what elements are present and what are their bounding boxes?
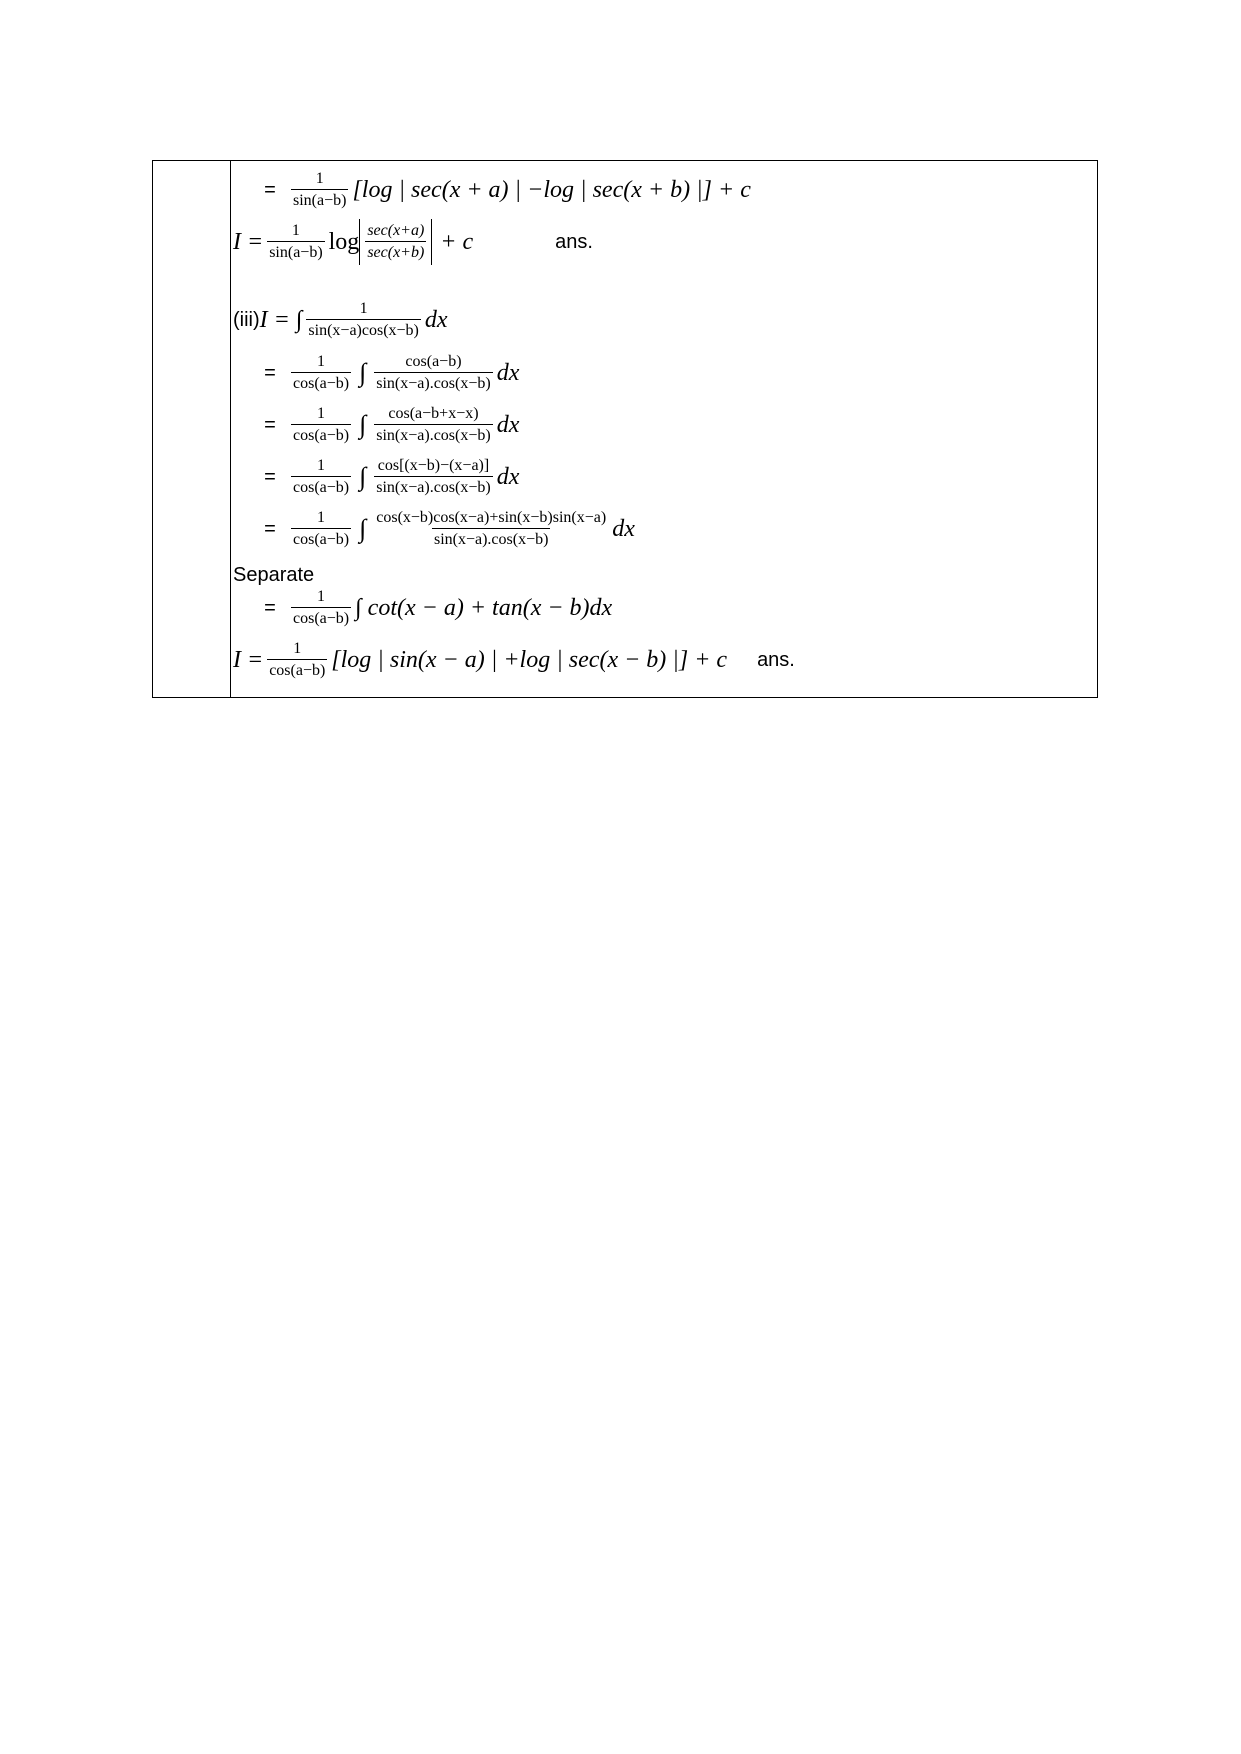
fraction-denominator: cos(a−b) (267, 659, 327, 679)
step-line-6 (233, 458, 519, 496)
fraction-denominator: cos(a−b) (291, 476, 351, 496)
constant: + c (440, 229, 474, 255)
equals-sign: = (264, 414, 276, 436)
fraction-denominator: cos(a−b) (291, 424, 351, 444)
step-note: Separate (233, 564, 315, 586)
integral-sign: ∫ (359, 462, 367, 491)
fraction (291, 510, 351, 548)
fraction-numerator: 1 (317, 509, 326, 526)
expression: ∫ cot(x − a) + tan(x − b)dx (355, 595, 613, 621)
step-line-3 (233, 301, 448, 339)
integral-sign: ∫ (359, 514, 367, 543)
fraction (374, 510, 608, 548)
fraction-denominator: sin(x−a).cos(x−b) (374, 424, 492, 444)
step-line-4 (233, 354, 519, 392)
fraction (291, 171, 348, 209)
integral-sign: ∫ (359, 410, 367, 439)
fraction-denominator: sin(x−a).cos(x−b) (432, 528, 550, 548)
fraction-numerator: 1 (293, 640, 302, 657)
fraction-denominator: cos(a−b) (291, 528, 351, 548)
fraction-numerator: 1 (291, 222, 300, 239)
differential: dx (424, 307, 448, 333)
fraction (267, 641, 327, 679)
equals-sign: = (264, 362, 276, 384)
fraction-numerator: cos(x−b)cos(x−a)+sin(x−b)sin(x−a) (376, 509, 607, 526)
fraction-numerator: 1 (317, 353, 326, 370)
answer-marker: ans. (555, 231, 593, 253)
expression: [log | sec(x + a) | −log | sec(x + b) |] + c (352, 177, 751, 203)
fraction (291, 458, 351, 496)
fraction (291, 406, 351, 444)
answer-marker: ans. (757, 649, 795, 671)
lhs: I = (233, 229, 264, 255)
expression: [log | sin(x − a) | +log | sec(x − b) |] + c (331, 647, 728, 673)
lhs: I = ∫ (259, 307, 303, 333)
fraction (291, 354, 351, 392)
fraction-denominator: sin(a−b) (291, 189, 348, 209)
fraction-numerator: 1 (317, 457, 326, 474)
fraction-denominator: cos(a−b) (291, 372, 351, 392)
fraction-numerator: sec(x+a) (367, 222, 425, 239)
fraction-numerator: 1 (317, 588, 326, 605)
step-line-10 (233, 641, 795, 679)
step-line-7 (233, 510, 635, 548)
fraction-numerator: 1 (317, 405, 326, 422)
step-line-1 (233, 171, 751, 209)
fraction-numerator: cos(a−b) (405, 353, 462, 370)
fraction-denominator: sin(x−a)cos(x−b) (306, 319, 420, 339)
part-label: (iii) (233, 309, 260, 331)
fraction-denominator: sin(a−b) (267, 241, 324, 261)
fraction (267, 223, 324, 261)
differential: dx (496, 464, 520, 490)
fraction (374, 406, 492, 444)
equals-sign: = (264, 466, 276, 488)
column-divider (230, 161, 231, 697)
differential: dx (612, 516, 635, 542)
fraction-numerator: 1 (315, 170, 324, 187)
equals-sign: = (264, 518, 276, 540)
fraction (306, 301, 420, 339)
lhs: I = (233, 647, 264, 673)
fraction-denominator: sin(x−a).cos(x−b) (374, 372, 492, 392)
absolute-value (359, 219, 432, 265)
solution-cell (233, 161, 1097, 697)
fraction (374, 354, 492, 392)
step-line-9 (233, 589, 612, 627)
integral-sign: ∫ (359, 358, 367, 387)
differential: dx (496, 412, 520, 438)
step-line-2 (233, 219, 593, 265)
equals-sign: = (264, 597, 276, 619)
fraction (291, 589, 351, 627)
fraction-numerator: cos(a−b+x−x) (388, 405, 479, 422)
step-line-5 (233, 406, 519, 444)
equals-sign: = (264, 179, 276, 201)
differential: dx (496, 360, 520, 386)
fraction (374, 458, 492, 496)
step-line-8 (233, 565, 314, 585)
fraction-denominator: cos(a−b) (291, 607, 351, 627)
fraction (365, 223, 426, 261)
fraction-numerator: cos[(x−b)−(x−a)] (377, 457, 490, 474)
fraction-numerator: 1 (359, 300, 368, 317)
fraction-denominator: sin(x−a).cos(x−b) (374, 476, 492, 496)
log-function: log (328, 229, 360, 255)
solution-table (152, 160, 1098, 698)
fraction-denominator: sec(x+b) (365, 241, 426, 261)
